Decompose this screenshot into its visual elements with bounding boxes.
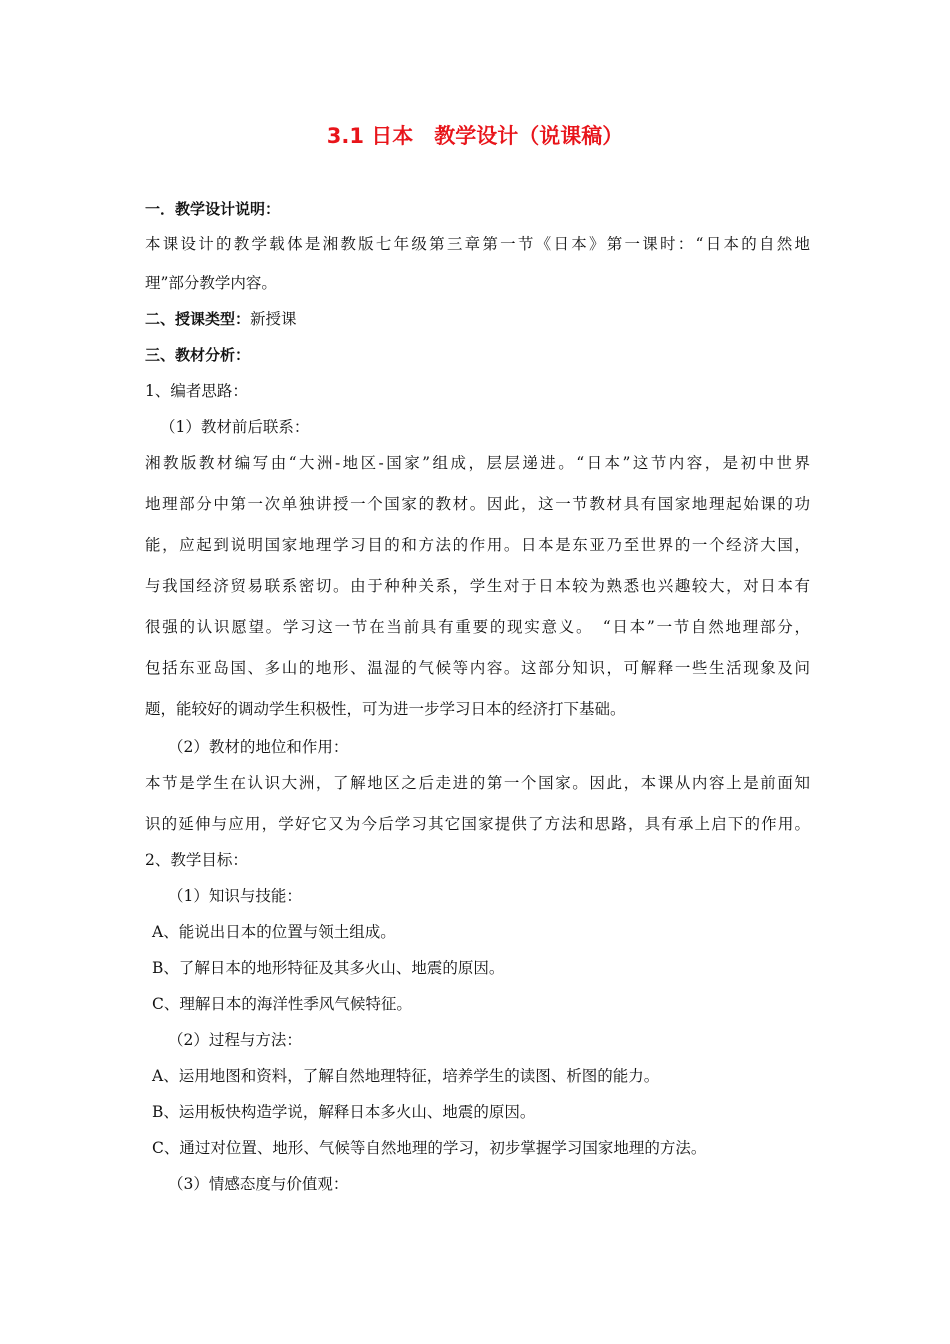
section-heading-design-notes: 一．教学设计说明： <box>145 200 281 218</box>
goal-heading-attitude: （3）情感态度与价值观： <box>168 1175 349 1193</box>
section-heading-material-analysis: 三、教材分析： <box>145 346 251 364</box>
goal-item: C、理解日本的海洋性季风气候特征。 <box>152 995 412 1013</box>
goal-item: C、通过对位置、地形、气候等自然地理的学习，初步掌握学习国家地理的方法。 <box>152 1139 707 1157</box>
goal-item: B、运用板快构造学说，解释日本多火山、地震的原因。 <box>152 1103 536 1121</box>
subheading-teaching-goals: 2、教学目标： <box>145 851 248 869</box>
lesson-type-value: 新授课 <box>250 310 297 328</box>
paragraph-line: 识的延伸与应用，学好它又为今后学习其它国家提供了方法和思路，具有承上启下的作用。 <box>145 815 810 833</box>
paragraph-line: 本课设计的教学载体是湘教版七年级第三章第一节《日本》第一课时：“日本的自然地 <box>145 235 810 253</box>
subheading-editor-idea: 1、编者思路： <box>145 382 248 400</box>
subheading-material-links: （1）教材前后联系： <box>160 418 310 436</box>
paragraph-line: 湘教版教材编写由“大洲-地区-国家”组成，层层递进。“日本”这节内容，是初中世界 <box>145 454 810 472</box>
lesson-type-row <box>145 309 810 329</box>
goal-heading-knowledge: （1）知识与技能： <box>168 887 302 905</box>
goal-heading-process: （2）过程与方法： <box>168 1031 302 1049</box>
paragraph-line: 理”部分教学内容。 <box>145 274 277 292</box>
goal-item: A、能说出日本的位置与领土组成。 <box>152 923 396 941</box>
goal-item: B、了解日本的地形特征及其多火山、地震的原因。 <box>152 959 505 977</box>
goal-item: A、运用地图和资料，了解自然地理特征，培养学生的读图、析图的能力。 <box>152 1067 660 1085</box>
section-heading-lesson-type: 二、授课类型： <box>145 310 251 328</box>
document-title: 3.1 日本 教学设计（说课稿） <box>326 124 624 148</box>
subheading-material-role: （2）教材的地位和作用： <box>168 738 349 756</box>
paragraph-line: 本节是学生在认识大洲，了解地区之后走进的第一个国家。因此，本课从内容上是前面知 <box>145 774 810 792</box>
paragraph-line: 包括东亚岛国、多山的地形、温湿的气候等内容。这部分知识，可解释一些生活现象及问 <box>145 659 810 677</box>
paragraph-line: 题，能较好的调动学生积极性，可为进一步学习日本的经济打下基础。 <box>145 700 626 718</box>
paragraph-line: 地理部分中第一次单独讲授一个国家的教材。因此，这一节教材具有国家地理起始课的功 <box>145 495 810 513</box>
paragraph-line: 与我国经济贸易联系密切。由于种种关系，学生对于日本较为熟悉也兴趣较大，对日本有 <box>145 577 810 595</box>
paragraph-line: 很强的认识愿望。学习这一节在当前具有重要的现实意义。 “日本”一节自然地理部分， <box>145 618 810 636</box>
paragraph-line: 能，应起到说明国家地理学习目的和方法的作用。日本是东亚乃至世界的一个经济大国， <box>145 536 810 554</box>
